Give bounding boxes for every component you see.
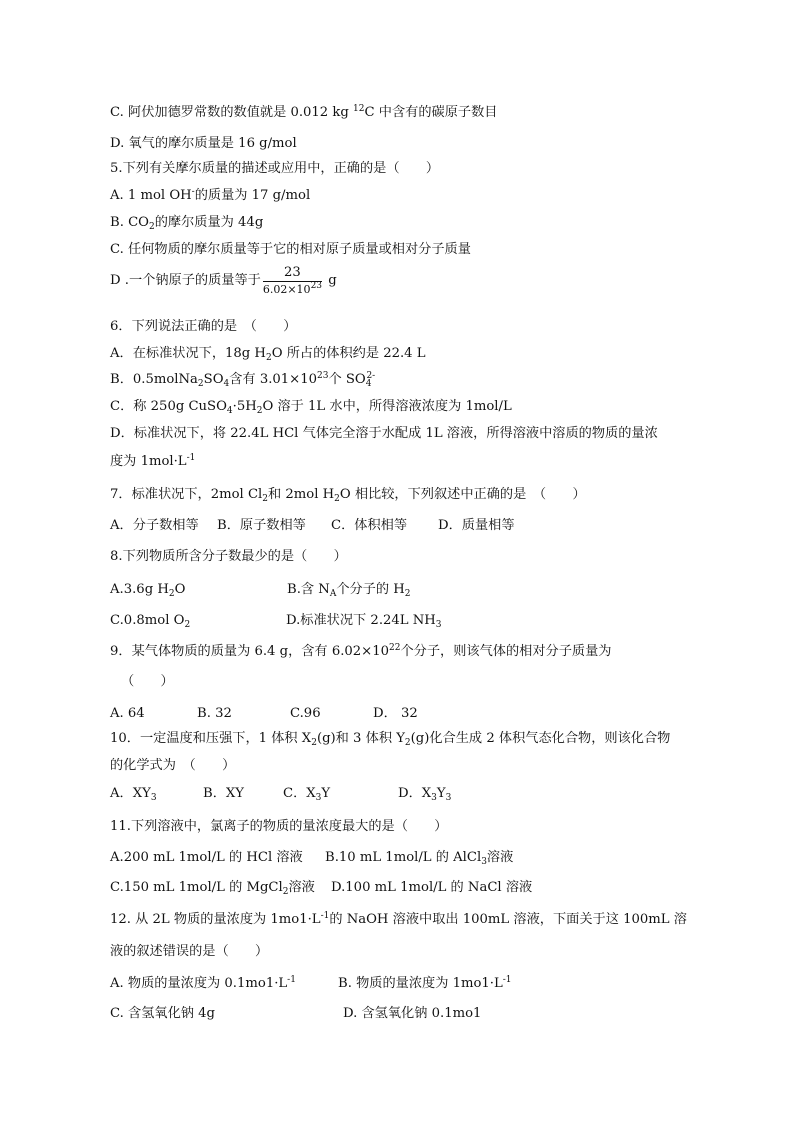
- q5-option-a: A. 1 mol OH-的质量为 17 g/mol: [110, 187, 311, 203]
- q4-option-d: D. 氧气的摩尔质量是 16 g/mol: [110, 136, 297, 151]
- q6-option-d-line1: D．标准状况下，将 22.4L HCl 气体完全溶于水配成 1L 溶液，所得溶液中溶质的物质的量浓: [110, 426, 658, 441]
- q10-option-c: C．$X_3Y$: [283, 786, 331, 803]
- q5-option-b: B. $CO_2$的摩尔质量为 44g: [110, 215, 264, 232]
- q9-answer-paren: （ ）: [121, 674, 174, 689]
- q7-stem: 7．标准状况下，2mol $Cl_2$和 2mol $H_2O$ 相比较，下列叙述中正确的是 （ ）: [110, 487, 586, 504]
- q8-stem: 8.下列物质所含分子数最少的是（ ）: [110, 549, 347, 564]
- q9-option-a: A. 64: [110, 706, 145, 721]
- q6-stem: 6．下列说法正确的是 （ ）: [110, 319, 297, 334]
- q10-stem-line1: 10．一定温度和压强下，1 体积 $X_2(g)$和 3 体积 $Y_2(g)$化合生成 2 体积气态化合物，则该化合物: [110, 731, 671, 748]
- q8-option-c: C.0.8mol $O_2$: [110, 613, 191, 630]
- q12-stem-line2: 液的叙述错误的是（ ）: [110, 944, 269, 959]
- q6-option-a: A．在标准状况下，18g $H_2O$ 所占的体积约是 22.4 L: [110, 346, 426, 363]
- q5-option-d: D .一个钠原子的质量等于 $\frac{23}{6.02\times 10^{23}}$ g: [110, 265, 337, 297]
- q6-option-b: B．$0.5molNa_2SO_4$含有 $3.01\times 10^{23}$个 $SO_4^{2-}$: [110, 371, 376, 389]
- q7-option-b: B．原子数相等: [217, 518, 306, 533]
- q7-option-d: D．质量相等: [438, 518, 515, 533]
- q11-option-a: A.200 mL 1mol/L 的 HCl 溶液: [110, 850, 303, 865]
- q9-option-d: D． 32: [373, 706, 418, 721]
- q8-option-a: A.3.6g $H_2O$: [110, 582, 186, 599]
- q11-stem: 11.下列溶液中，氯离子的物质的量浓度最大的是（ ）: [110, 819, 448, 834]
- q11-option-d: D.100 mL 1mol/L 的 NaCl 溶液: [331, 880, 533, 895]
- q5-stem: 5.下列有关摩尔质量的描述或应用中，正确的是（ ）: [110, 161, 440, 176]
- q10-option-d: D．$X_3Y_3$: [398, 786, 452, 803]
- q5-option-c: C. 任何物质的摩尔质量等于它的相对原子质量或相对分子质量: [110, 242, 471, 257]
- q10-option-b: B．XY: [203, 786, 244, 801]
- q11-option-b: B.10 mL 1mol/L 的 AlCl$_3$溶液: [325, 850, 514, 867]
- q9-option-c: C.96: [290, 706, 321, 721]
- q6-option-c: C．称 250g $CuSO_4\cdot 5H_2O$ 溶于 1L 水中，所得溶液浓度为 1mol/L: [110, 399, 512, 416]
- fraction: $\frac{23}{6.02\times 10^{23}}$: [262, 265, 323, 297]
- q10-stem-line2: 的化学式为 （ ）: [110, 758, 236, 773]
- q11-option-c: C.150 mL 1mol/L 的 MgCl$_2$溶液: [110, 880, 315, 897]
- q10-option-a: A．$XY_3$: [110, 786, 157, 803]
- q12-option-b: B. 物质的量浓度为 $1mo1\cdot L^{-1}$: [338, 975, 512, 991]
- q9-stem: 9．某气体物质的质量为 6.4 g，含有 $6.02\times 10^{22}$个分子，则该气体的相对分子质量为: [110, 643, 612, 659]
- q12-option-d: D. 含氢氧化钠 0.1mo1: [343, 1006, 482, 1021]
- q6-option-d-line2: 度为 $1mol\cdot L^{-1}$: [110, 453, 196, 469]
- q9-option-b: B. 32: [197, 706, 232, 721]
- q7-option-a: A．分子数相等: [110, 518, 199, 533]
- q4-option-c: C. 阿伏加德罗常数的数值就是 0.012 kg $^{12}$C 中含有的碳原子数目: [110, 104, 498, 120]
- q8-option-b: B.含 $N_A$个分子的 $H_2$: [287, 582, 411, 599]
- q7-option-c: C．体积相等: [331, 518, 408, 533]
- q12-option-a: A. 物质的量浓度为 $0.1mo1\cdot L^{-1}$: [110, 975, 296, 991]
- q12-stem-line1: 12. 从 2L 物质的量浓度为 $1mo1\cdot L^{-1}$的 NaOH 溶液中取出 100mL 溶液，下面关于这 100mL 溶: [110, 911, 687, 927]
- q8-option-d: D.标准状况下 2.24L $NH_3$: [286, 613, 442, 630]
- q12-option-c: C. 含氢氧化钠 4g: [110, 1006, 215, 1021]
